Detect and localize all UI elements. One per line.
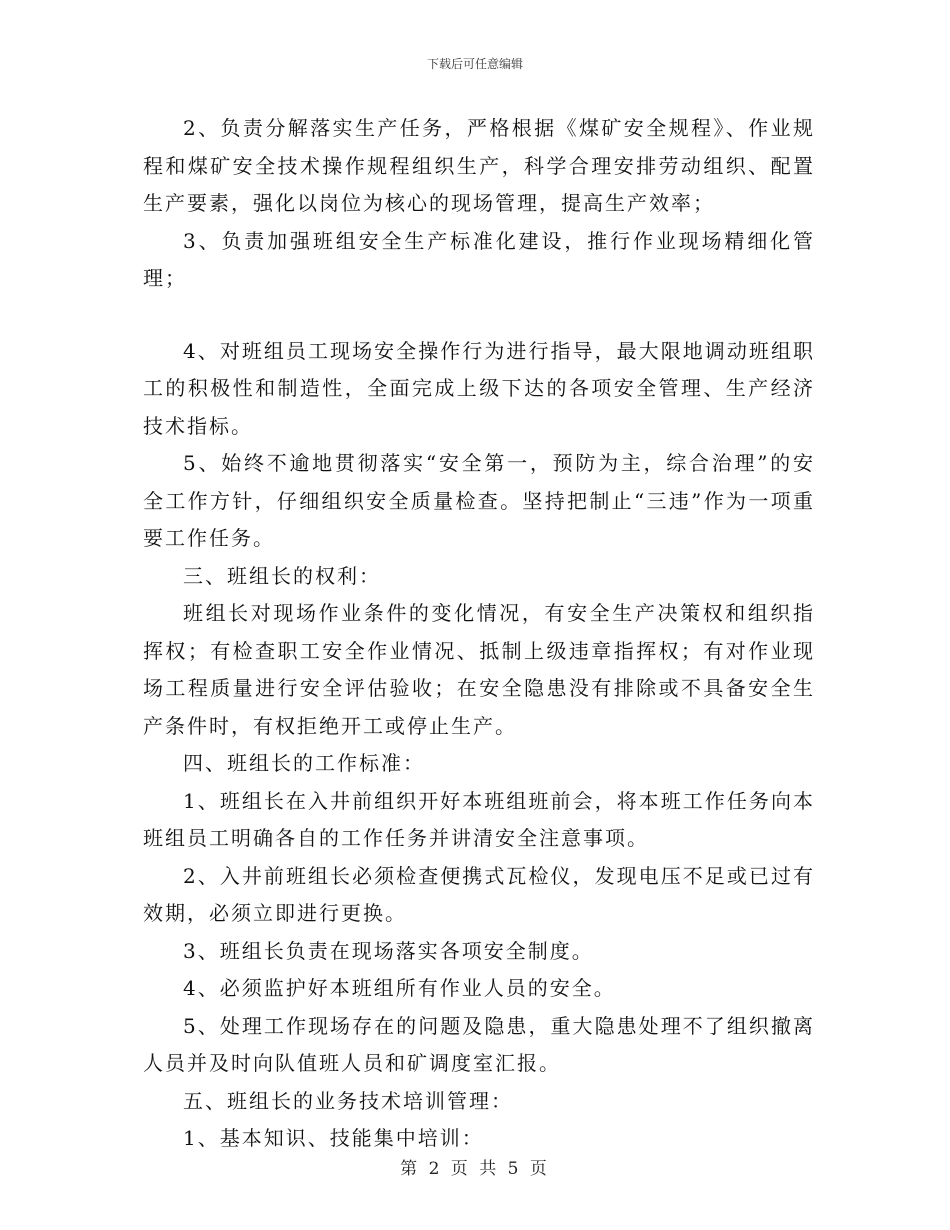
blank-line xyxy=(143,298,815,333)
page-header: 下载后可任意编辑 xyxy=(426,57,523,71)
paragraph-rights: 班组长对现场作业条件的变化情况，有安全生产决策权和组织指挥权；有检查职工安全作业情况、抵制上级违章指挥权；有对作业现场工程质量进行安全评估验收；在安全隐患没有排除或不具备安全生产条件时，有权拒绝开工或停止生产。 xyxy=(143,601,815,738)
paragraph-standard-4: 4、必须监护好本班组所有作业人员的安全。 xyxy=(183,976,616,1000)
paragraph-standard-1: 1、班组长在入井前组织开好本班组班前会，将本班工作任务向本班组员工明确各自的工作任务并讲清安全注意事项。 xyxy=(143,788,815,850)
section-heading-training: 五、班组长的业务技术培训管理： xyxy=(183,1088,513,1113)
paragraph-duty-2: 2、负责分解落实生产任务，严格根据《煤矿安全规程》、作业规程和煤矿安全技术操作规程组织生产，科学合理安排劳动组织、配置生产要素，强化以岗位为核心的现场管理，提高生产效率； xyxy=(143,116,815,215)
paragraph-duty-5: 5、始终不逾地贯彻落实“安全第一，预防为主，综合治理”的安全工作方针，仔细组织安全质量检查。坚持把制止“三违”作为一项重要工作任务。 xyxy=(143,451,815,550)
paragraph-training-1: 1、基本知识、技能集中培训： xyxy=(183,1126,484,1150)
page-footer: 第 2 页 共 5 页 xyxy=(400,1159,550,1179)
paragraph-duty-4: 4、对班组员工现场安全操作行为进行指导，最大限地调动班组职工的积极性和制造性，全面完成上级下达的各项安全管理、生产经济技术指标。 xyxy=(143,338,815,438)
paragraph-standard-3: 3、班组长负责在现场落实各项安全制度。 xyxy=(183,938,594,963)
paragraph-duty-3: 3、负责加强班组安全生产标准化建设，推行作业现场精细化管理； xyxy=(143,228,815,290)
section-heading-work-standards: 四、班组长的工作标准： xyxy=(183,751,425,775)
section-heading-rights: 三、班组长的权利： xyxy=(183,563,381,588)
document-body xyxy=(143,110,815,1158)
paragraph-standard-5: 5、处理工作现场存在的问题及隐患，重大隐患处理不了组织撤离人员并及时向队值班人员和矿调度室汇报。 xyxy=(143,1013,815,1075)
paragraph-standard-2: 2、入井前班组长必须检查便携式瓦检仪，发现电压不足或已过有效期，必须立即进行更换。 xyxy=(143,863,815,925)
